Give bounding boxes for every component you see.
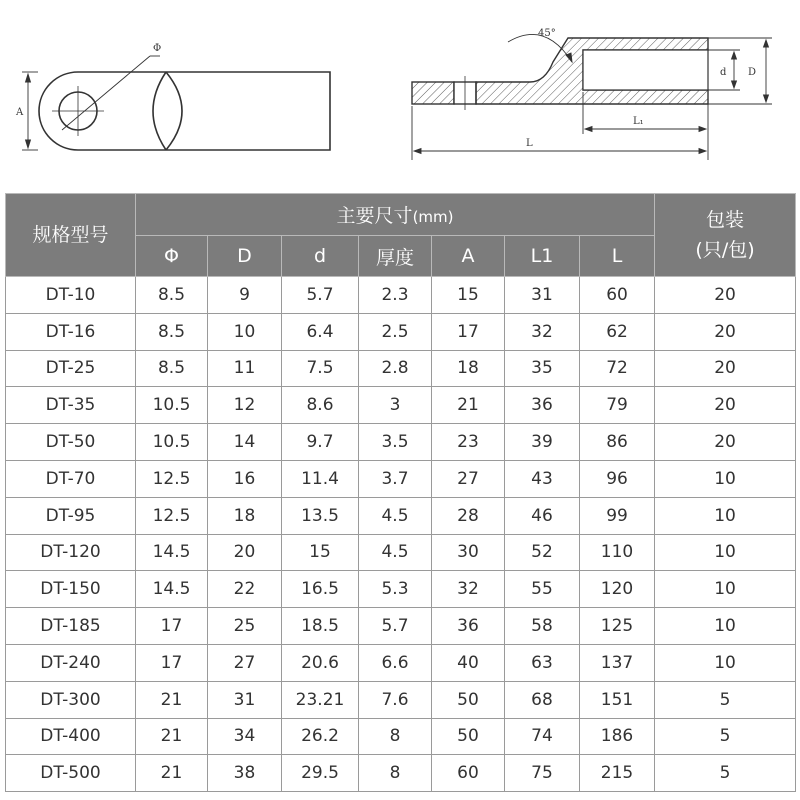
header-col-a: A bbox=[432, 236, 505, 277]
cell-big-d: 38 bbox=[208, 755, 282, 792]
header-unit: (mm) bbox=[412, 208, 454, 226]
table-row bbox=[6, 350, 796, 387]
cell-model: DT-500 bbox=[6, 755, 136, 792]
header-model: 规格型号 bbox=[6, 194, 136, 277]
cell-l1: 35 bbox=[505, 350, 580, 387]
table-row bbox=[6, 497, 796, 534]
cell-l1: 36 bbox=[505, 387, 580, 424]
cell-l: 125 bbox=[580, 608, 655, 645]
cell-a: 17 bbox=[432, 313, 505, 350]
table-row bbox=[6, 534, 796, 571]
table-row bbox=[6, 460, 796, 497]
cell-thickness: 3 bbox=[359, 387, 432, 424]
technical-drawings bbox=[0, 0, 800, 190]
table-row bbox=[6, 571, 796, 608]
cell-model: DT-120 bbox=[6, 534, 136, 571]
cell-l: 96 bbox=[580, 460, 655, 497]
cell-big-d: 31 bbox=[208, 681, 282, 718]
cell-d: 20.6 bbox=[282, 644, 359, 681]
cell-big-d: 34 bbox=[208, 718, 282, 755]
cell-thickness: 7.6 bbox=[359, 681, 432, 718]
spec-table bbox=[5, 193, 796, 792]
header-col-l1: L1 bbox=[505, 236, 580, 277]
table-row bbox=[6, 755, 796, 792]
cell-big-d: 14 bbox=[208, 424, 282, 461]
cell-l1: 75 bbox=[505, 755, 580, 792]
a-label: A bbox=[16, 107, 24, 118]
cell-phi: 17 bbox=[136, 644, 208, 681]
cell-l: 72 bbox=[580, 350, 655, 387]
table-row bbox=[6, 387, 796, 424]
cell-pack: 20 bbox=[655, 424, 796, 461]
cell-model: DT-95 bbox=[6, 497, 136, 534]
cell-d: 15 bbox=[282, 534, 359, 571]
cell-thickness: 2.3 bbox=[359, 277, 432, 314]
cell-model: DT-16 bbox=[6, 313, 136, 350]
cell-l: 60 bbox=[580, 277, 655, 314]
cell-phi: 8.5 bbox=[136, 350, 208, 387]
cell-a: 30 bbox=[432, 534, 505, 571]
side-view-drawing bbox=[412, 38, 708, 110]
cell-l: 99 bbox=[580, 497, 655, 534]
cell-pack: 20 bbox=[655, 313, 796, 350]
cell-big-d: 16 bbox=[208, 460, 282, 497]
cell-phi: 17 bbox=[136, 608, 208, 645]
cell-l1: 63 bbox=[505, 644, 580, 681]
top-view-drawing bbox=[39, 56, 330, 150]
cell-phi: 8.5 bbox=[136, 277, 208, 314]
cell-d: 5.7 bbox=[282, 277, 359, 314]
cell-l1: 31 bbox=[505, 277, 580, 314]
cell-l1: 68 bbox=[505, 681, 580, 718]
header-packaging-line2: (只/包) bbox=[695, 239, 755, 261]
big-d-dimension bbox=[708, 38, 772, 104]
cell-a: 23 bbox=[432, 424, 505, 461]
table-row bbox=[6, 644, 796, 681]
header-col-l: L bbox=[580, 236, 655, 277]
cell-big-d: 25 bbox=[208, 608, 282, 645]
cell-model: DT-185 bbox=[6, 608, 136, 645]
cell-pack: 5 bbox=[655, 718, 796, 755]
cell-l: 215 bbox=[580, 755, 655, 792]
table-row bbox=[6, 608, 796, 645]
cell-l1: 74 bbox=[505, 718, 580, 755]
cell-pack: 10 bbox=[655, 644, 796, 681]
cell-l: 186 bbox=[580, 718, 655, 755]
cell-d: 23.21 bbox=[282, 681, 359, 718]
cell-d: 13.5 bbox=[282, 497, 359, 534]
cell-a: 50 bbox=[432, 681, 505, 718]
cell-phi: 21 bbox=[136, 681, 208, 718]
cell-pack: 5 bbox=[655, 681, 796, 718]
table-row bbox=[6, 313, 796, 350]
cell-d: 8.6 bbox=[282, 387, 359, 424]
cell-pack: 20 bbox=[655, 350, 796, 387]
cell-l: 62 bbox=[580, 313, 655, 350]
cell-thickness: 3.7 bbox=[359, 460, 432, 497]
cell-pack: 20 bbox=[655, 277, 796, 314]
cell-l: 110 bbox=[580, 534, 655, 571]
header-dimensions-label: 主要尺寸 bbox=[336, 205, 413, 227]
table-row bbox=[6, 681, 796, 718]
cell-d: 16.5 bbox=[282, 571, 359, 608]
cell-phi: 12.5 bbox=[136, 460, 208, 497]
header-packaging bbox=[655, 194, 796, 277]
cell-thickness: 3.5 bbox=[359, 424, 432, 461]
cell-thickness: 2.8 bbox=[359, 350, 432, 387]
cell-model: DT-50 bbox=[6, 424, 136, 461]
cell-model: DT-25 bbox=[6, 350, 136, 387]
l-dimension bbox=[412, 106, 706, 160]
cell-phi: 8.5 bbox=[136, 313, 208, 350]
cell-pack: 5 bbox=[655, 755, 796, 792]
table-row bbox=[6, 718, 796, 755]
table-header bbox=[6, 194, 796, 277]
cell-l1: 39 bbox=[505, 424, 580, 461]
cell-thickness: 6.6 bbox=[359, 644, 432, 681]
header-col-phi: Φ bbox=[136, 236, 208, 277]
cell-thickness: 5.3 bbox=[359, 571, 432, 608]
cell-pack: 10 bbox=[655, 608, 796, 645]
cell-d: 11.4 bbox=[282, 460, 359, 497]
cell-l: 86 bbox=[580, 424, 655, 461]
cell-pack: 10 bbox=[655, 534, 796, 571]
cell-l1: 32 bbox=[505, 313, 580, 350]
cell-model: DT-35 bbox=[6, 387, 136, 424]
lug-drawing-svg bbox=[0, 0, 800, 190]
cell-big-d: 9 bbox=[208, 277, 282, 314]
cell-d: 26.2 bbox=[282, 718, 359, 755]
angle-label: 45° bbox=[538, 28, 556, 39]
cell-l1: 55 bbox=[505, 571, 580, 608]
cell-a: 18 bbox=[432, 350, 505, 387]
cell-model: DT-240 bbox=[6, 644, 136, 681]
cell-thickness: 4.5 bbox=[359, 534, 432, 571]
cell-thickness: 2.5 bbox=[359, 313, 432, 350]
big-d-label: D bbox=[748, 67, 757, 78]
header-col-d: d bbox=[282, 236, 359, 277]
cell-model: DT-70 bbox=[6, 460, 136, 497]
cell-big-d: 18 bbox=[208, 497, 282, 534]
cell-d: 7.5 bbox=[282, 350, 359, 387]
cell-big-d: 12 bbox=[208, 387, 282, 424]
cell-a: 36 bbox=[432, 608, 505, 645]
cell-phi: 14.5 bbox=[136, 534, 208, 571]
cell-big-d: 27 bbox=[208, 644, 282, 681]
table-body bbox=[6, 277, 796, 792]
a-dimension bbox=[22, 72, 38, 150]
header-dimensions bbox=[136, 194, 655, 236]
cell-l1: 46 bbox=[505, 497, 580, 534]
cell-d: 29.5 bbox=[282, 755, 359, 792]
cell-l: 120 bbox=[580, 571, 655, 608]
cell-thickness: 4.5 bbox=[359, 497, 432, 534]
cell-phi: 14.5 bbox=[136, 571, 208, 608]
cell-pack: 10 bbox=[655, 497, 796, 534]
cell-phi: 10.5 bbox=[136, 387, 208, 424]
cell-a: 21 bbox=[432, 387, 505, 424]
cell-a: 15 bbox=[432, 277, 505, 314]
cell-big-d: 22 bbox=[208, 571, 282, 608]
cell-l1: 43 bbox=[505, 460, 580, 497]
cell-model: DT-10 bbox=[6, 277, 136, 314]
cell-model: DT-150 bbox=[6, 571, 136, 608]
cell-big-d: 20 bbox=[208, 534, 282, 571]
cell-a: 32 bbox=[432, 571, 505, 608]
header-col-thickness: 厚度 bbox=[359, 236, 432, 277]
cell-big-d: 11 bbox=[208, 350, 282, 387]
cell-a: 27 bbox=[432, 460, 505, 497]
cell-l: 151 bbox=[580, 681, 655, 718]
cell-a: 50 bbox=[432, 718, 505, 755]
cell-d: 6.4 bbox=[282, 313, 359, 350]
header-packaging-line1: 包装 bbox=[706, 209, 745, 231]
cell-phi: 21 bbox=[136, 755, 208, 792]
cell-thickness: 5.7 bbox=[359, 608, 432, 645]
l1-label: L₁ bbox=[633, 116, 644, 127]
cell-pack: 10 bbox=[655, 460, 796, 497]
cell-pack: 20 bbox=[655, 387, 796, 424]
cell-l1: 58 bbox=[505, 608, 580, 645]
cell-thickness: 8 bbox=[359, 718, 432, 755]
cell-a: 28 bbox=[432, 497, 505, 534]
cell-pack: 10 bbox=[655, 571, 796, 608]
header-col-big-d: D bbox=[208, 236, 282, 277]
table-row bbox=[6, 424, 796, 461]
phi-label: Φ bbox=[153, 43, 162, 54]
cell-l1: 52 bbox=[505, 534, 580, 571]
cell-l: 79 bbox=[580, 387, 655, 424]
cell-phi: 21 bbox=[136, 718, 208, 755]
table-row bbox=[6, 277, 796, 314]
cell-d: 9.7 bbox=[282, 424, 359, 461]
cell-model: DT-400 bbox=[6, 718, 136, 755]
cell-a: 40 bbox=[432, 644, 505, 681]
cell-d: 18.5 bbox=[282, 608, 359, 645]
cell-thickness: 8 bbox=[359, 755, 432, 792]
cell-phi: 12.5 bbox=[136, 497, 208, 534]
d-label: d bbox=[720, 67, 727, 78]
cell-l: 137 bbox=[580, 644, 655, 681]
cell-model: DT-300 bbox=[6, 681, 136, 718]
cell-phi: 10.5 bbox=[136, 424, 208, 461]
cell-a: 60 bbox=[432, 755, 505, 792]
cell-big-d: 10 bbox=[208, 313, 282, 350]
l-label: L bbox=[526, 138, 533, 149]
